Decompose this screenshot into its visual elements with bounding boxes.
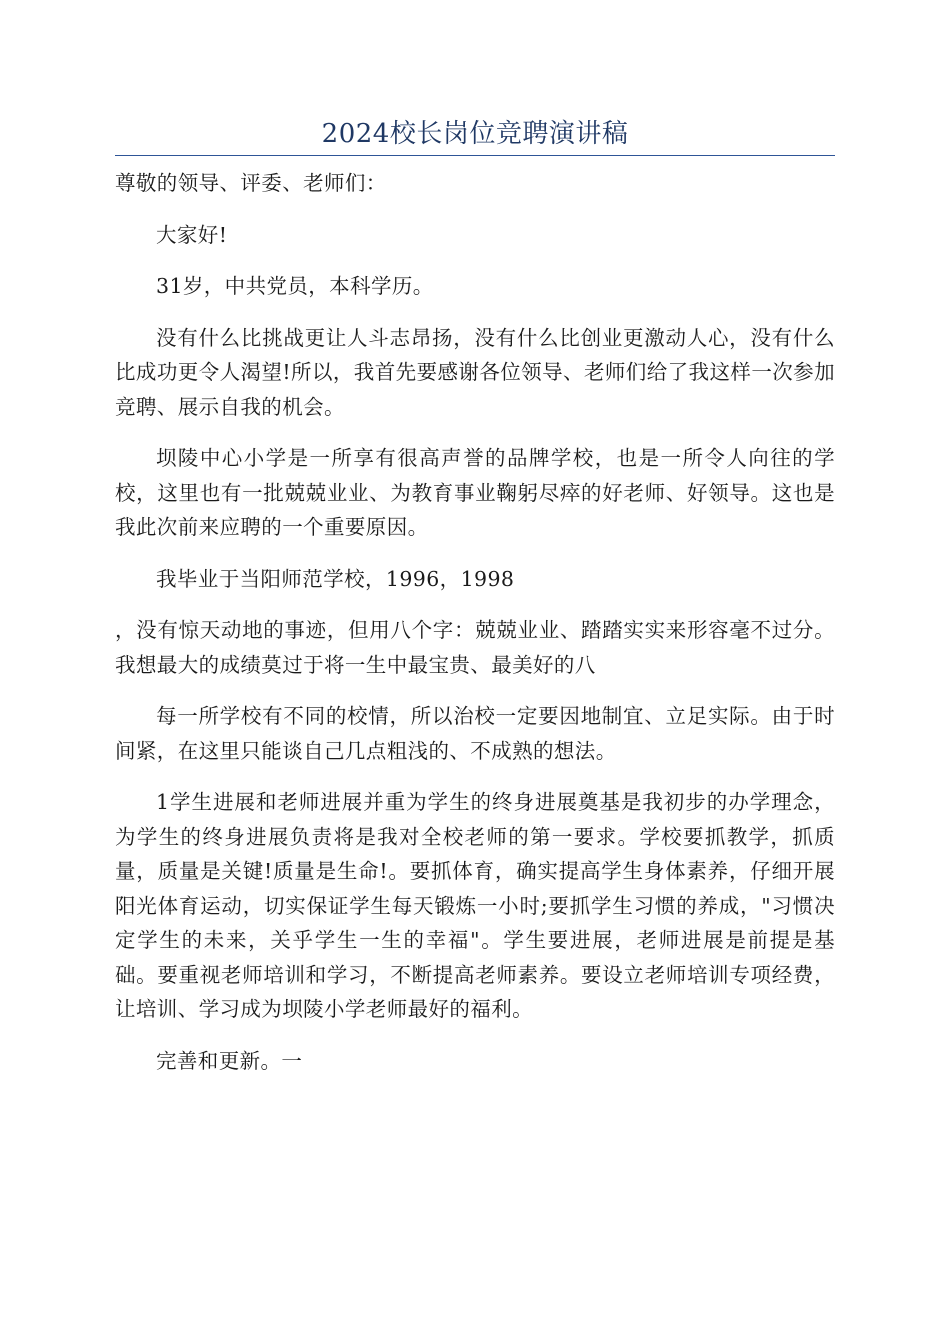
paragraph-development-idea: 1学生进展和老师进展并重为学生的终身进展奠基是我初步的办学理念，为学生的终身进展负责将是我对全校老师的第一要求。学校要抓教学，抓质量，质量是关键!质量是生命!。要抓体育，确实提高学生身体素养，仔细开展阳光体育运动，切实保证学生每天锻炼一小时;要抓学生习惯的养成，"习惯决定学生的未来，关乎学生一生的幸福"。学生要进展，老师进展是前提是基础。要重视老师培训和学习，不断提高老师素养。要设立老师培训专项经费，让培训、学习成为坝陵小学老师最好的福利。 [115, 790, 835, 1021]
paragraph-career: ，没有惊天动地的事迹，但用八个字：兢兢业业、踏踏实实来形容毫不过分。我想最大的成绩莫过于将一生中最宝贵、最美好的八 [115, 618, 835, 677]
document-page [115, 0, 835, 1095]
title-underline [115, 155, 835, 156]
paragraph-school-policy: 每一所学校有不同的校情，所以治校一定要因地制宜、立足实际。由于时间紧，在这里只能谈自己几点粗浅的、不成熟的想法。 [115, 704, 835, 763]
paragraph-greeting: 大家好! [156, 222, 228, 247]
paragraph-school-intro: 坝陵中心小学是一所享有很高声誉的品牌学校，也是一所令人向往的学校，这里也有一批兢兢业业、为教育事业鞠躬尽瘁的好老师、好领导。这也是我此次前来应聘的一个重要原因。 [115, 446, 835, 539]
paragraph-profile: 31岁，中共党员，本科学历。 [156, 274, 434, 298]
document-body [115, 166, 835, 1078]
paragraph-gratitude: 没有什么比挑战更让人斗志昂扬，没有什么比创业更激动人心，没有什么比成功更令人渴望!所以，我首先要感谢各位领导、老师们给了我这样一次参加竞聘、展示自我的机会。 [115, 325, 835, 419]
paragraph-improvement: 完善和更新。一 [156, 1048, 303, 1073]
paragraph-education: 我毕业于当阳师范学校，1996，1998 [156, 566, 515, 591]
salutation: 尊敬的领导、评委、老师们： [115, 171, 387, 195]
document-title: 2024校长岗位竞聘演讲稿 [321, 119, 629, 149]
